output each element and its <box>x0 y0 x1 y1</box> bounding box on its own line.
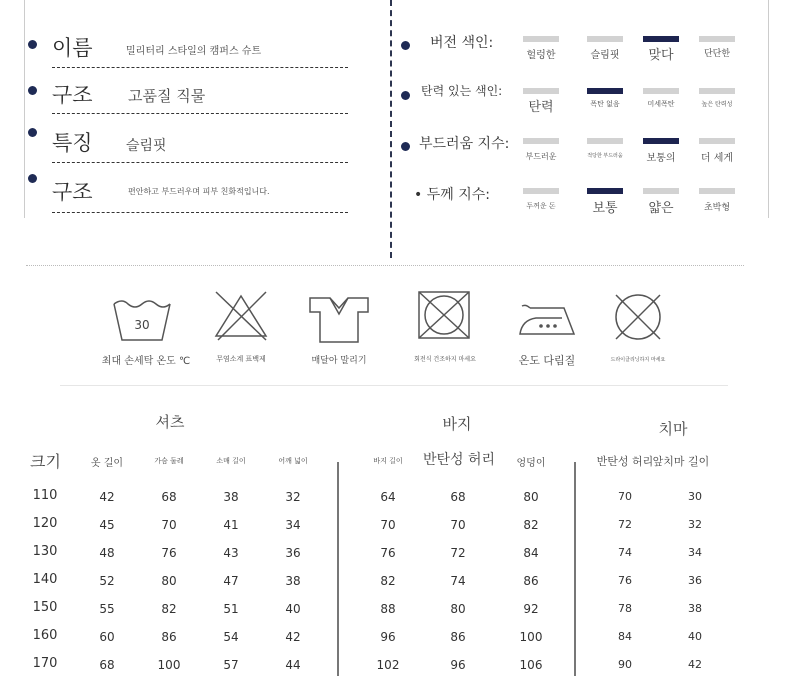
prop-value-material: 편안하고 부드러우며 피부 친화적입니다. <box>128 187 270 196</box>
softness-segment-selected <box>643 138 679 144</box>
no-dry-clean-icon <box>610 290 666 344</box>
elasticity-option: 높은 탄력성 <box>701 101 733 108</box>
shirt-cell: 76 <box>161 546 177 560</box>
bullet-dot <box>28 174 37 183</box>
prop-value-name: 밀리터리 스타일의 캠퍼스 슈트 <box>126 46 262 57</box>
skirt-cell: 78 <box>618 602 632 615</box>
shirt-cell: 32 <box>285 490 301 504</box>
wash-30-icon <box>112 298 172 342</box>
pants-cell: 80 <box>523 490 539 504</box>
elasticity-segment <box>643 88 679 94</box>
shirt-cell: 47 <box>223 574 239 588</box>
shirt-cell: 44 <box>285 658 301 672</box>
no-tumble-dry-icon <box>415 288 473 342</box>
size-cell: 160 <box>32 628 58 643</box>
center-dashed-divider <box>390 0 392 258</box>
fit-segment-selected <box>643 36 679 42</box>
fit-option: 슬림핏 <box>590 50 620 61</box>
shirt-cell: 41 <box>223 518 239 532</box>
shirt-col-header: 옷 길이 <box>90 458 124 469</box>
skirt-cell: 70 <box>618 490 632 503</box>
elasticity-segment <box>523 88 559 94</box>
size-cell: 140 <box>32 572 58 587</box>
skirt-cell: 32 <box>688 518 702 531</box>
elasticity-segment-selected <box>587 88 623 94</box>
shirt-col-header: 어깨 넓이 <box>278 457 308 465</box>
shirt-cell: 43 <box>223 546 239 560</box>
pants-cell: 80 <box>450 602 466 616</box>
softness-segment <box>699 138 735 144</box>
index-label-thickness: • 두께 지수: <box>414 187 490 203</box>
shirt-cell: 70 <box>161 518 177 532</box>
pants-cell: 64 <box>380 490 396 504</box>
no-bleach-icon <box>212 290 270 342</box>
pants-cell: 96 <box>380 630 396 644</box>
pants-cell: 100 <box>519 630 543 644</box>
skirt-col-header: 반탄성 허리 <box>596 455 654 468</box>
thickness-option: 두꺼운 돈 <box>526 202 556 210</box>
care-top-dotted-divider <box>26 265 744 266</box>
fit-option: 단단한 <box>703 49 731 59</box>
wash-temperature-text: 30 <box>134 318 150 332</box>
softness-option: 더 세게 <box>700 153 734 164</box>
pants-cell: 84 <box>523 546 539 560</box>
thickness-option: 초박형 <box>703 203 731 213</box>
pants-cell: 86 <box>450 630 466 644</box>
prop-value-feature: 슬림핏 <box>126 138 167 154</box>
skirt-cell: 84 <box>618 630 632 643</box>
pants-cell: 68 <box>450 490 466 504</box>
skirt-cell: 76 <box>618 574 632 587</box>
thickness-segment <box>523 188 559 194</box>
pants-cell: 102 <box>376 658 400 672</box>
pants-cell: 106 <box>519 658 543 672</box>
pants-cell: 92 <box>523 602 539 616</box>
prop-label-feature: 특징 <box>52 131 93 155</box>
care-caption-bleach: 무염소계 표백제 <box>216 355 266 363</box>
hang-dry-icon <box>308 296 370 344</box>
shirt-cell: 36 <box>285 546 301 560</box>
shirt-cell: 68 <box>99 658 115 672</box>
softness-segment <box>523 138 559 144</box>
dashed-divider <box>52 162 348 163</box>
pants-cell: 72 <box>450 546 466 560</box>
care-caption-tumble: 회전식 건조하지 마세요 <box>414 356 476 363</box>
bullet-dot <box>401 142 410 151</box>
care-bottom-divider <box>60 385 728 386</box>
pants-cell: 76 <box>380 546 396 560</box>
shirt-cell: 80 <box>161 574 177 588</box>
skirt-col-header: 앞치마 길이 <box>652 455 710 468</box>
thickness-segment <box>699 188 735 194</box>
pants-cell: 74 <box>450 574 466 588</box>
pants-col-header: 반탄성 허리 <box>422 452 496 468</box>
thickness-option: 보통 <box>592 201 618 216</box>
shirt-col-header: 가슴 둘레 <box>154 457 184 465</box>
care-caption-iron: 온도 다림질 <box>518 354 576 367</box>
skirt-cell: 90 <box>618 658 632 671</box>
dashed-divider <box>52 67 348 68</box>
size-column-header: 크기 <box>30 452 61 471</box>
softness-option: 부드러운 <box>525 152 557 161</box>
prop-label-material: 구조 <box>52 180 93 204</box>
skirt-cell: 30 <box>688 490 702 503</box>
skirt-cell: 42 <box>688 658 702 671</box>
thickness-segment-selected <box>587 188 623 194</box>
size-cell: 110 <box>32 488 58 503</box>
softness-option: 보통의 <box>646 153 676 164</box>
left-border-line <box>24 0 25 218</box>
skirt-cell: 34 <box>688 546 702 559</box>
skirt-cell: 40 <box>688 630 702 643</box>
shirt-cell: 82 <box>161 602 177 616</box>
pants-cell: 70 <box>450 518 466 532</box>
elasticity-segment <box>699 88 735 94</box>
shirt-col-header: 소매 길이 <box>216 457 246 465</box>
skirt-separator <box>574 462 576 676</box>
care-caption-dryclean: 드라이클리닝하지 마세요 <box>610 357 666 363</box>
group-title-pants: 바지 <box>442 415 472 433</box>
shirt-cell: 100 <box>157 658 181 672</box>
index-label-fit: 버전 색인: <box>430 35 494 51</box>
pants-col-header: 엉덩이 <box>516 458 546 469</box>
shirt-cell: 42 <box>285 630 301 644</box>
elasticity-option: 탄력 <box>528 100 554 115</box>
prop-label-structure: 구조 <box>52 83 93 107</box>
group-title-shirt: 셔츠 <box>155 413 185 431</box>
shirt-cell: 42 <box>99 490 115 504</box>
care-caption-hang: 매달아 말리기 <box>311 356 367 366</box>
dashed-divider <box>52 212 348 213</box>
shirt-cell: 51 <box>223 602 239 616</box>
shirt-cell: 86 <box>161 630 177 644</box>
fit-option: 맞다 <box>648 48 674 63</box>
shirt-cell: 40 <box>285 602 301 616</box>
size-cell: 120 <box>32 516 58 531</box>
shirt-cell: 55 <box>99 602 115 616</box>
pants-cell: 86 <box>523 574 539 588</box>
index-label-elasticity: 탄력 있는 색인: <box>421 84 503 98</box>
shirt-cell: 38 <box>285 574 301 588</box>
size-cell: 170 <box>32 656 58 671</box>
shirt-cell: 38 <box>223 490 239 504</box>
pants-col-header: 바지 길이 <box>373 457 403 465</box>
shirt-cell: 45 <box>99 518 115 532</box>
bullet-dot <box>401 41 410 50</box>
softness-option: 적당한 부드러움 <box>587 153 623 159</box>
fit-segment <box>587 36 623 42</box>
iron-icon <box>516 302 580 338</box>
fit-option: 헐렁한 <box>526 50 556 61</box>
care-caption-wash: 최대 손세탁 온도 ℃ <box>101 356 191 367</box>
thickness-segment <box>643 188 679 194</box>
skirt-cell: 36 <box>688 574 702 587</box>
dashed-divider <box>52 113 348 114</box>
shirt-cell: 34 <box>285 518 301 532</box>
pants-cell: 70 <box>380 518 396 532</box>
group-title-skirt: 치마 <box>658 420 688 438</box>
bullet-dot <box>28 86 37 95</box>
shirt-cell: 52 <box>99 574 115 588</box>
fit-segment <box>523 36 559 42</box>
shirt-cell: 54 <box>223 630 239 644</box>
skirt-cell: 74 <box>618 546 632 559</box>
thickness-option: 얇은 <box>648 201 674 216</box>
skirt-cell: 38 <box>688 602 702 615</box>
skirt-cell: 72 <box>618 518 632 531</box>
shirt-cell: 68 <box>161 490 177 504</box>
right-border-line <box>768 0 769 218</box>
size-cell: 130 <box>32 544 58 559</box>
pants-cell: 96 <box>450 658 466 672</box>
pants-cell: 82 <box>523 518 539 532</box>
pants-cell: 88 <box>380 602 396 616</box>
bullet-dot <box>28 40 37 49</box>
fit-segment <box>699 36 735 42</box>
elasticity-option: 폭탄 없음 <box>590 100 620 108</box>
softness-segment <box>587 138 623 144</box>
shirt-cell: 60 <box>99 630 115 644</box>
bullet-dot <box>28 128 37 137</box>
pants-separator <box>337 462 339 676</box>
index-label-softness: 부드러움 지수: <box>419 136 510 152</box>
elasticity-option: 미세폭탄 <box>647 100 675 108</box>
shirt-cell: 57 <box>223 658 239 672</box>
pants-cell: 82 <box>380 574 396 588</box>
bullet-dot <box>401 91 410 100</box>
prop-value-structure: 고품질 직물 <box>128 87 206 105</box>
prop-label-name: 이름 <box>52 36 93 60</box>
size-cell: 150 <box>32 600 58 615</box>
shirt-cell: 48 <box>99 546 115 560</box>
